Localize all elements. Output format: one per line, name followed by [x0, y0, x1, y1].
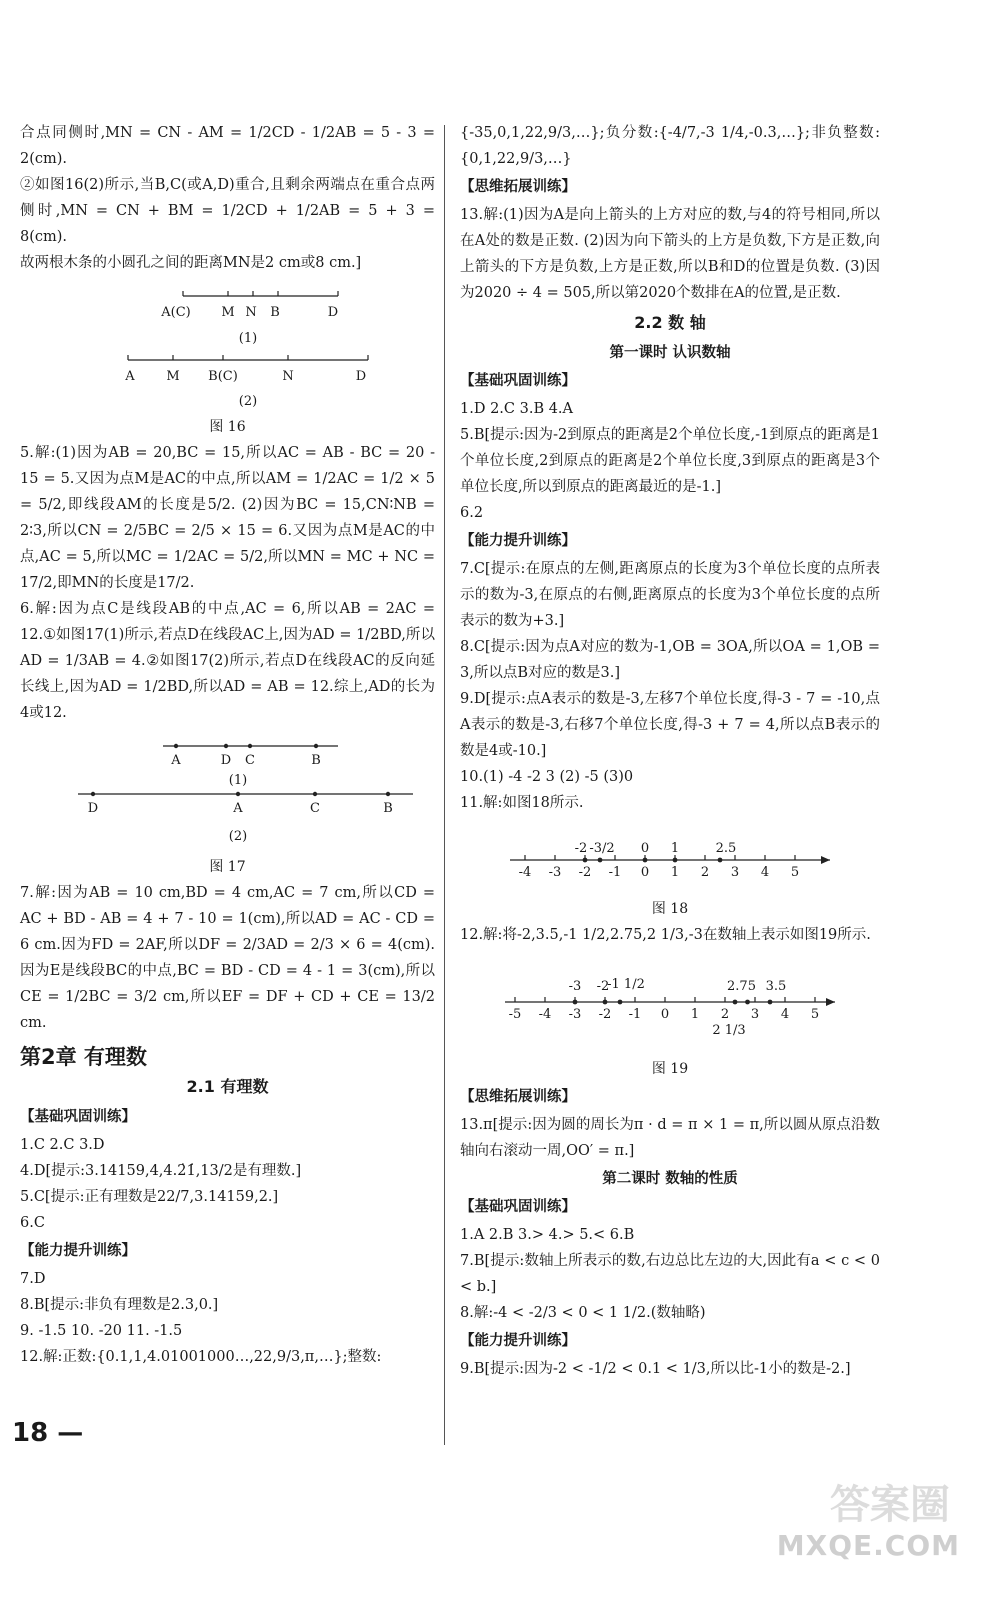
figure-17 — [20, 730, 435, 880]
lesson-title: 第二课时 数轴的性质 — [602, 1171, 738, 1187]
fig17-point-1-1 — [223, 744, 227, 748]
answer-paragraph: 1.D 2.C 3.B 4.A — [460, 401, 574, 417]
fig18-tick-label-2: -2 — [578, 865, 592, 880]
figure-16 — [20, 280, 435, 440]
fig18-point-4 — [718, 858, 723, 863]
fig17-label-2-3: B — [382, 801, 393, 816]
fig18-arrow — [821, 856, 830, 864]
fig18-tick-label-5: 1 — [670, 865, 680, 880]
fig19-point-3 — [745, 1000, 750, 1005]
fig18-svg — [490, 820, 850, 892]
section-title: 2.2 数 轴 — [634, 313, 706, 332]
fig16-caption: 图 16 — [209, 419, 246, 435]
fig16-label-1-1: M — [220, 305, 235, 320]
answer-paragraph: 6.解:因为点C是线段AB的中点,AC = 6,所以AB = 2AC = 12.①如图17(1)所示,若点D在线段AC上,因为AD = 1/2BD,所以AD = 1/3AB = 4.②如图17(2)所示,若点D在线段AC的反向延长线上,因为AD = 1/2BD,所以AD = AB = 12.综上,AD的长为4或12. — [20, 601, 435, 721]
fig19-point-label-4: 3.5 — [765, 979, 787, 994]
fig19-point-0 — [573, 1000, 578, 1005]
answer-paragraph: 6.C — [20, 1215, 45, 1231]
fig19-tick-label-7: 2 — [720, 1007, 730, 1022]
answer-paragraph: 8.B[提示:非负有理数是2.3,0.] — [20, 1297, 219, 1313]
answer-paragraph: {-35,0,1,22,9/3,…};负分数:{-4/7,-3 1/4,-0.3,…};非负整数:{0,1,22,9/3,…} — [460, 125, 880, 167]
fig18-point-label-0: -2 — [574, 841, 588, 856]
fig19-point-2 — [618, 1000, 623, 1005]
answer-paragraph: 11.解:如图18所示. — [460, 795, 584, 811]
answer-paragraph: 12.解:将-2,3.5,-1 1/2,2.75,2 1/3,-3在数轴上表示如图19所示. — [460, 927, 871, 943]
fig16-label-1-4: D — [327, 305, 338, 320]
fig19-point-label-1: -2 — [596, 979, 610, 994]
fig19-point-label-2: -1 1/2 — [607, 977, 645, 992]
fig16-label-2-1: M — [165, 369, 180, 384]
fig19-tick-label-10: 5 — [810, 1007, 820, 1022]
answer-paragraph: 合点同侧时,MN = CN - AM = 1/2CD - 1/2AB = 5 - 3 = 2(cm). — [20, 125, 435, 167]
fig17-label-1-2: C — [244, 753, 255, 768]
fig19-caption: 图 19 — [651, 1061, 689, 1077]
answer-paragraph: 5.B[提示:因为-2到原点的距离是2个单位长度,-1到原点的距离是1个单位长度,2到原点的距离是2个单位长度,3到原点的距离是3个单位长度,所以到原点的距离最近的是-1.] — [460, 427, 880, 495]
fig18-tick-label-0: -4 — [518, 865, 532, 880]
fig18-point-2 — [643, 858, 648, 863]
section-title: 2.1 有理数 — [186, 1077, 269, 1096]
fig18-tick-label-4: 0 — [640, 865, 650, 880]
fig19-arrow — [826, 998, 835, 1006]
fig16-label-2-3: N — [281, 369, 294, 384]
section-label: 【能力提升训练】 — [460, 532, 576, 549]
answer-paragraph: 7.解:因为AB = 10 cm,BD = 4 cm,AC = 7 cm,所以CD = AC + BD - AB = 4 + 7 - 10 = 1(cm),所以AD = AC - CD = 6 cm.因为FD = 2AF,所以DF = 2/3AD = 2/3 × 6 = 4(cm).因为E是线段BC的中点,BC = BD - CD = 4 - 1 = 3(cm),所以CE = 1/2BC = 3/2 cm,所以EF = DF + CD + CE = 13/2 cm. — [20, 885, 435, 1031]
fig18-tick-label-1: -3 — [548, 865, 562, 880]
figure-18 — [460, 820, 880, 922]
figure-19 — [460, 952, 880, 1082]
fig16-label-2-4: D — [355, 369, 366, 384]
answer-paragraph: 5.C[提示:正有理数是22/7,3.14159,2.] — [20, 1189, 279, 1205]
section-label: 【思维拓展训练】 — [460, 1088, 576, 1105]
fig18-tick-label-3: -1 — [608, 865, 622, 880]
answer-paragraph: 7.B[提示:数轴上所表示的数,右边总比左边的大,因此有a < c < 0 < b.] — [460, 1253, 880, 1295]
fig18-point-0 — [583, 858, 588, 863]
fig17-label-2-1: A — [232, 801, 243, 816]
answer-paragraph: 1.C 2.C 3.D — [20, 1137, 105, 1153]
watermark-logo: 答案圈 — [830, 1482, 950, 1528]
fig18-point-label-2: 0 — [640, 841, 650, 856]
fig17-label-2-2: C — [309, 801, 320, 816]
section-label: 【思维拓展训练】 — [460, 178, 576, 195]
answer-paragraph: 4.D[提示:3.14159,4,4.2̇1̇,13/2是有理数.] — [20, 1163, 302, 1179]
fig16-label-2-2: B(C) — [207, 369, 238, 384]
fig17-point-1-3 — [313, 744, 317, 748]
section-label: 【能力提升训练】 — [460, 1332, 576, 1349]
fig19-tick-label-4: -1 — [628, 1007, 642, 1022]
fig19-tick-label-1: -4 — [538, 1007, 552, 1022]
fig18-caption: 图 18 — [651, 901, 689, 917]
column-divider — [444, 125, 445, 1445]
fig17-label-1-0: A — [170, 753, 181, 768]
answer-paragraph: 10.(1) -4 -2 3 (2) -5 (3)0 — [460, 769, 634, 785]
answer-paragraph: 9.B[提示:因为-2 < -1/2 < 0.1 < 1/3,所以比-1小的数是-2.] — [460, 1361, 851, 1377]
fig17-svg — [38, 730, 418, 850]
fig17-point-2-3 — [385, 792, 389, 796]
answer-paragraph: 13.解:(1)因为A是向上箭头的上方对应的数,与4的符号相同,所以在A处的数是正数. (2)因为向下箭头的上方是负数,下方是正数,向上箭头的下方是负数,上方是正数,所以B和D的位置是负数. (3)因为2020 ÷ 4 = 505,所以第2020个数排在A的位置,是正数. — [460, 207, 880, 301]
fig17-label-2-0: D — [87, 801, 98, 816]
answer-paragraph: 8.C[提示:因为点A对应的数为-1,OB = 3OA,所以OA = 1,OB = 3,所以点B对应的数是3.] — [460, 639, 880, 681]
answer-paragraph: 7.D — [20, 1271, 46, 1287]
fig19-point-5 — [733, 1000, 738, 1005]
fig17-point-2-1 — [235, 792, 239, 796]
answer-paragraph: 13.π[提示:因为圆的周长为π · d = π × 1 = π,所以圆从原点沿数轴向右滚动一周,OO′ = π.] — [460, 1117, 880, 1159]
answer-paragraph: 5.解:(1)因为AB = 20,BC = 15,所以AC = AB - BC = 20 - 15 = 5.又因为点M是AC的中点,所以AM = 1/2AC = 1/2 × 5 = 5/2,即线段AM的长度是5/2. (2)因为BC = 15,CN∶NB = 2∶3,所以CN = 2/5BC = 2/5 × 15 = 6.又因为点M是AC的中点,AC = 5,所以MC = 1/2AC = 5/2,所以MN = MC + NC = 17/2,即MN的长度是17/2. — [20, 445, 435, 591]
fig16-subcaption-1: (1) — [238, 331, 257, 346]
fig19-point-label-5: 2 1/3 — [712, 1023, 746, 1038]
fig19-tick-label-9: 4 — [780, 1007, 790, 1022]
fig18-point-label-4: 2.5 — [715, 841, 737, 856]
answer-paragraph: 7.C[提示:在原点的左侧,距离原点的长度为3个单位长度的点所表示的数为-3,在原点的右侧,距离原点的长度为3个单位长度的点所表示的数为+3.] — [460, 561, 880, 629]
fig19-tick-label-2: -3 — [568, 1007, 582, 1022]
fig19-point-label-0: -3 — [568, 979, 582, 994]
fig17-point-1-0 — [173, 744, 177, 748]
fig19-svg — [490, 952, 850, 1052]
answer-paragraph: 12.解:正数:{0.1,1,4.01001000…,22,9/3,π,…};整数: — [20, 1349, 382, 1365]
fig19-tick-label-0: -5 — [508, 1007, 522, 1022]
fig18-point-label-1: -3/2 — [589, 841, 615, 856]
fig17-subcaption-1: (1) — [228, 773, 247, 788]
fig19-tick-label-5: 0 — [660, 1007, 670, 1022]
right-column — [460, 120, 880, 1382]
fig17-subcaption-2: (2) — [228, 829, 247, 844]
fig19-tick-label-3: -2 — [598, 1007, 612, 1022]
fig18-point-3 — [673, 858, 678, 863]
answer-paragraph: 9. -1.5 10. -20 11. -1.5 — [20, 1323, 183, 1339]
left-column — [20, 120, 435, 1370]
fig16-label-1-3: B — [269, 305, 280, 320]
fig16-svg — [38, 280, 418, 410]
section-label: 【基础巩固训练】 — [20, 1108, 136, 1125]
section-label: 【基础巩固训练】 — [460, 372, 576, 389]
fig16-label-2-0: A — [124, 369, 135, 384]
answer-paragraph: 9.D[提示:点A表示的数是-3,左移7个单位长度,得-3 - 7 = -10,点A表示的数是-3,右移7个单位长度,得-3 + 7 = 4,所以点B表示的数是4或-10.] — [460, 691, 880, 759]
fig19-point-4 — [768, 1000, 773, 1005]
answer-paragraph: 1.A 2.B 3.> 4.> 5.< 6.B — [460, 1227, 635, 1243]
fig19-tick-label-8: 3 — [750, 1007, 760, 1022]
fig17-label-1-3: B — [310, 753, 321, 768]
watermark-url: MXQE.COM — [776, 1529, 960, 1562]
fig17-caption: 图 17 — [209, 859, 246, 875]
fig17-point-2-2 — [312, 792, 316, 796]
fig19-point-1 — [603, 1000, 608, 1005]
fig17-point-2-0 — [90, 792, 94, 796]
fig16-label-1-0: A(C) — [160, 305, 191, 320]
fig18-point-label-3: 1 — [670, 841, 680, 856]
fig18-point-1 — [598, 858, 603, 863]
page-number: 18 — — [12, 1418, 84, 1448]
section-label: 【基础巩固训练】 — [460, 1198, 576, 1215]
fig18-tick-label-8: 4 — [760, 865, 770, 880]
fig19-point-label-3: 2.75 — [727, 979, 756, 994]
fig16-subcaption-2: (2) — [238, 394, 257, 409]
answer-paragraph: ②如图16(2)所示,当B,C(或A,D)重合,且剩余两端点在重合点两侧时,MN = CN + BM = 1/2CD + 1/2AB = 5 + 3 = 8(cm). — [20, 177, 435, 245]
fig18-tick-label-7: 3 — [730, 865, 740, 880]
chapter-title: 第2章 有理数 — [20, 1045, 147, 1069]
fig17-point-1-2 — [247, 744, 251, 748]
answer-paragraph: 8.解:-4 < -2/3 < 0 < 1 1/2.(数轴略) — [460, 1305, 706, 1321]
answer-paragraph: 故两根木条的小圆孔之间的距离MN是2 cm或8 cm.] — [20, 255, 362, 271]
section-label: 【能力提升训练】 — [20, 1242, 136, 1259]
fig19-tick-label-6: 1 — [690, 1007, 700, 1022]
fig18-tick-label-9: 5 — [790, 865, 800, 880]
fig18-tick-label-6: 2 — [700, 865, 710, 880]
answer-paragraph: 6.2 — [460, 505, 484, 521]
lesson-title: 第一课时 认识数轴 — [609, 345, 731, 361]
fig16-label-1-2: N — [244, 305, 257, 320]
fig17-label-1-1: D — [220, 753, 231, 768]
